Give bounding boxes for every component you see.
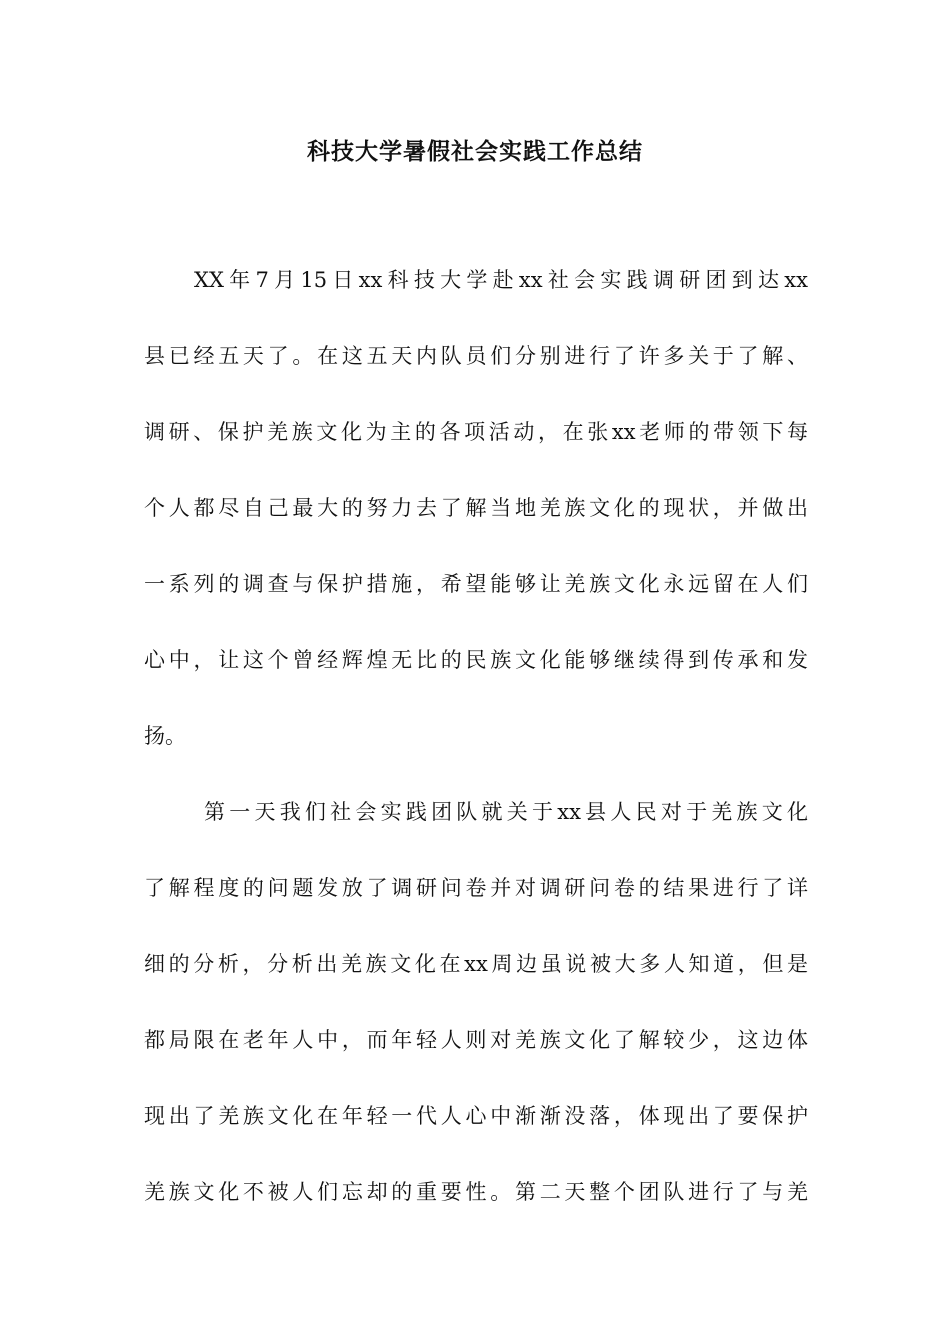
paragraph-2-line-6: 羌族文化不被人们忘却的重要性。第二天整个团队进行了与羌 [144, 1180, 808, 1204]
paragraph-1-line-5: 一系列的调查与保护措施，希望能够让羌族文化永远留在人们 [144, 572, 808, 596]
paragraph-2-line-3: 细的分析，分析出羌族文化在xx周边虽说被大多人知道，但是 [144, 952, 808, 976]
document-title: 科技大学暑假社会实践工作总结 [307, 138, 643, 165]
paragraph-1-line-6: 心中，让这个曾经辉煌无比的民族文化能够继续得到传承和发 [144, 648, 808, 672]
paragraph-1-line-4: 个人都尽自己最大的努力去了解当地羌族文化的现状，并做出 [144, 496, 808, 520]
paragraph-1-line-1: XX年7月15日xx科技大学赴xx社会实践调研团到达xx [194, 268, 808, 292]
paragraph-2-line-2: 了解程度的问题发放了调研问卷并对调研问卷的结果进行了详 [144, 876, 808, 900]
paragraph-2-line-4: 都局限在老年人中，而年轻人则对羌族文化了解较少，这边体 [144, 1028, 808, 1052]
paragraph-1-line-3: 调研、保护羌族文化为主的各项活动，在张xx老师的带领下每 [144, 420, 808, 444]
paragraph-1-line-2: 县已经五天了。在这五天内队员们分别进行了许多关于了解、 [144, 344, 808, 368]
paragraph-2-line-1: 第一天我们社会实践团队就关于xx县人民对于羌族文化 [204, 800, 808, 824]
paragraph-2-line-5: 现出了羌族文化在年轻一代人心中渐渐没落，体现出了要保护 [144, 1104, 808, 1128]
paragraph-1-line-7: 扬。 [144, 724, 186, 748]
